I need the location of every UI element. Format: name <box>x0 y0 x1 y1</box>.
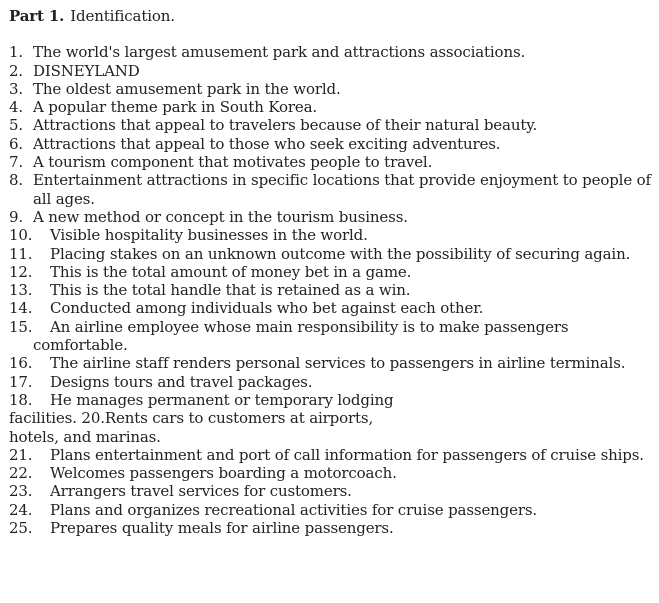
item-text: The oldest amusement park in the world. <box>33 79 341 98</box>
item-number: 5. <box>9 116 24 135</box>
document <box>9 7 654 537</box>
item-text: This is the total amount of money bet in a game. <box>50 262 412 281</box>
item-number: 24. <box>9 500 33 519</box>
list-item <box>9 428 654 446</box>
item-number: 8. <box>9 171 24 190</box>
item-text: A tourism component that motivates people to travel. <box>33 153 433 172</box>
item-number: 6. <box>9 134 24 153</box>
list-item <box>9 354 654 372</box>
item-number: 3. <box>9 79 24 98</box>
item-number: 4. <box>9 98 24 117</box>
item-text: DISNEYLAND <box>33 61 140 80</box>
item-text: Conducted among individuals who bet against each other. <box>50 299 484 318</box>
list-item <box>9 464 654 482</box>
list-item <box>9 446 654 464</box>
question-list <box>9 43 654 537</box>
list-item <box>9 135 654 153</box>
item-text: The world's largest amusement park and attractions associations. <box>33 43 526 62</box>
item-text: facilities. 20.Rents cars to customers at airports, <box>9 409 374 428</box>
list-item <box>9 391 654 409</box>
list-item <box>9 208 654 226</box>
item-number: 7. <box>9 153 24 172</box>
item-text: hotels, and marinas. <box>9 427 161 446</box>
list-item <box>9 409 654 427</box>
item-text: An airline employee whose main responsibility is to make passengers comfortable. <box>33 317 569 355</box>
list-item <box>9 98 654 116</box>
item-text: Arrangers travel services for customers. <box>50 482 352 501</box>
item-text: Placing stakes on an unknown outcome with the possibility of securing again. <box>50 244 631 263</box>
item-number: 14. <box>9 299 33 318</box>
list-item <box>9 299 654 317</box>
list-item <box>9 281 654 299</box>
part-label: Part 1. <box>9 7 65 25</box>
item-text: A popular theme park in South Korea. <box>33 98 318 117</box>
list-item <box>9 501 654 519</box>
list-item <box>9 62 654 80</box>
list-item <box>9 171 654 208</box>
item-number: 2. <box>9 61 24 80</box>
item-text: This is the total handle that is retained as a win. <box>50 281 411 300</box>
item-text: Visible hospitality businesses in the world. <box>50 226 368 245</box>
part-title: Identification. <box>70 7 175 25</box>
item-number: 16. <box>9 354 33 373</box>
list-item <box>9 318 654 355</box>
list-item <box>9 373 654 391</box>
list-item <box>9 519 654 537</box>
list-item <box>9 116 654 134</box>
item-number: 18. <box>9 390 33 409</box>
item-number: 25. <box>9 519 33 538</box>
item-number: 12. <box>9 262 33 281</box>
item-number: 22. <box>9 464 33 483</box>
item-text: He manages permanent or temporary lodging <box>50 390 394 409</box>
item-number: 10. <box>9 226 33 245</box>
item-number: 1. <box>9 43 24 62</box>
item-number: 15. <box>9 317 33 336</box>
item-text: The airline staff renders personal services to passengers in airline terminals. <box>50 354 626 373</box>
list-item <box>9 43 654 61</box>
list-item <box>9 263 654 281</box>
list-item <box>9 153 654 171</box>
item-number: 11. <box>9 244 33 263</box>
item-text: Plans and organizes recreational activities for cruise passengers. <box>50 500 538 519</box>
item-text: Plans entertainment and port of call information for passengers of cruise ships. <box>50 445 644 464</box>
item-text: Welcomes passengers boarding a motorcoach. <box>50 464 397 483</box>
list-item <box>9 482 654 500</box>
item-number: 9. <box>9 207 24 226</box>
item-text: Attractions that appeal to travelers because of their natural beauty. <box>33 116 538 135</box>
list-item <box>9 80 654 98</box>
item-text: Prepares quality meals for airline passengers. <box>50 519 394 538</box>
item-text: Designs tours and travel packages. <box>50 372 313 391</box>
item-number: 13. <box>9 281 33 300</box>
item-text: A new method or concept in the tourism business. <box>33 207 408 226</box>
item-number: 21. <box>9 445 33 464</box>
section-heading <box>9 7 654 25</box>
item-number: 23. <box>9 482 33 501</box>
list-item <box>9 226 654 244</box>
item-number: 17. <box>9 372 33 391</box>
item-text: Attractions that appeal to those who seek exciting adventures. <box>33 134 501 153</box>
item-text: Entertainment attractions in specific locations that provide enjoyment to people of all ages. <box>33 171 651 208</box>
list-item <box>9 245 654 263</box>
